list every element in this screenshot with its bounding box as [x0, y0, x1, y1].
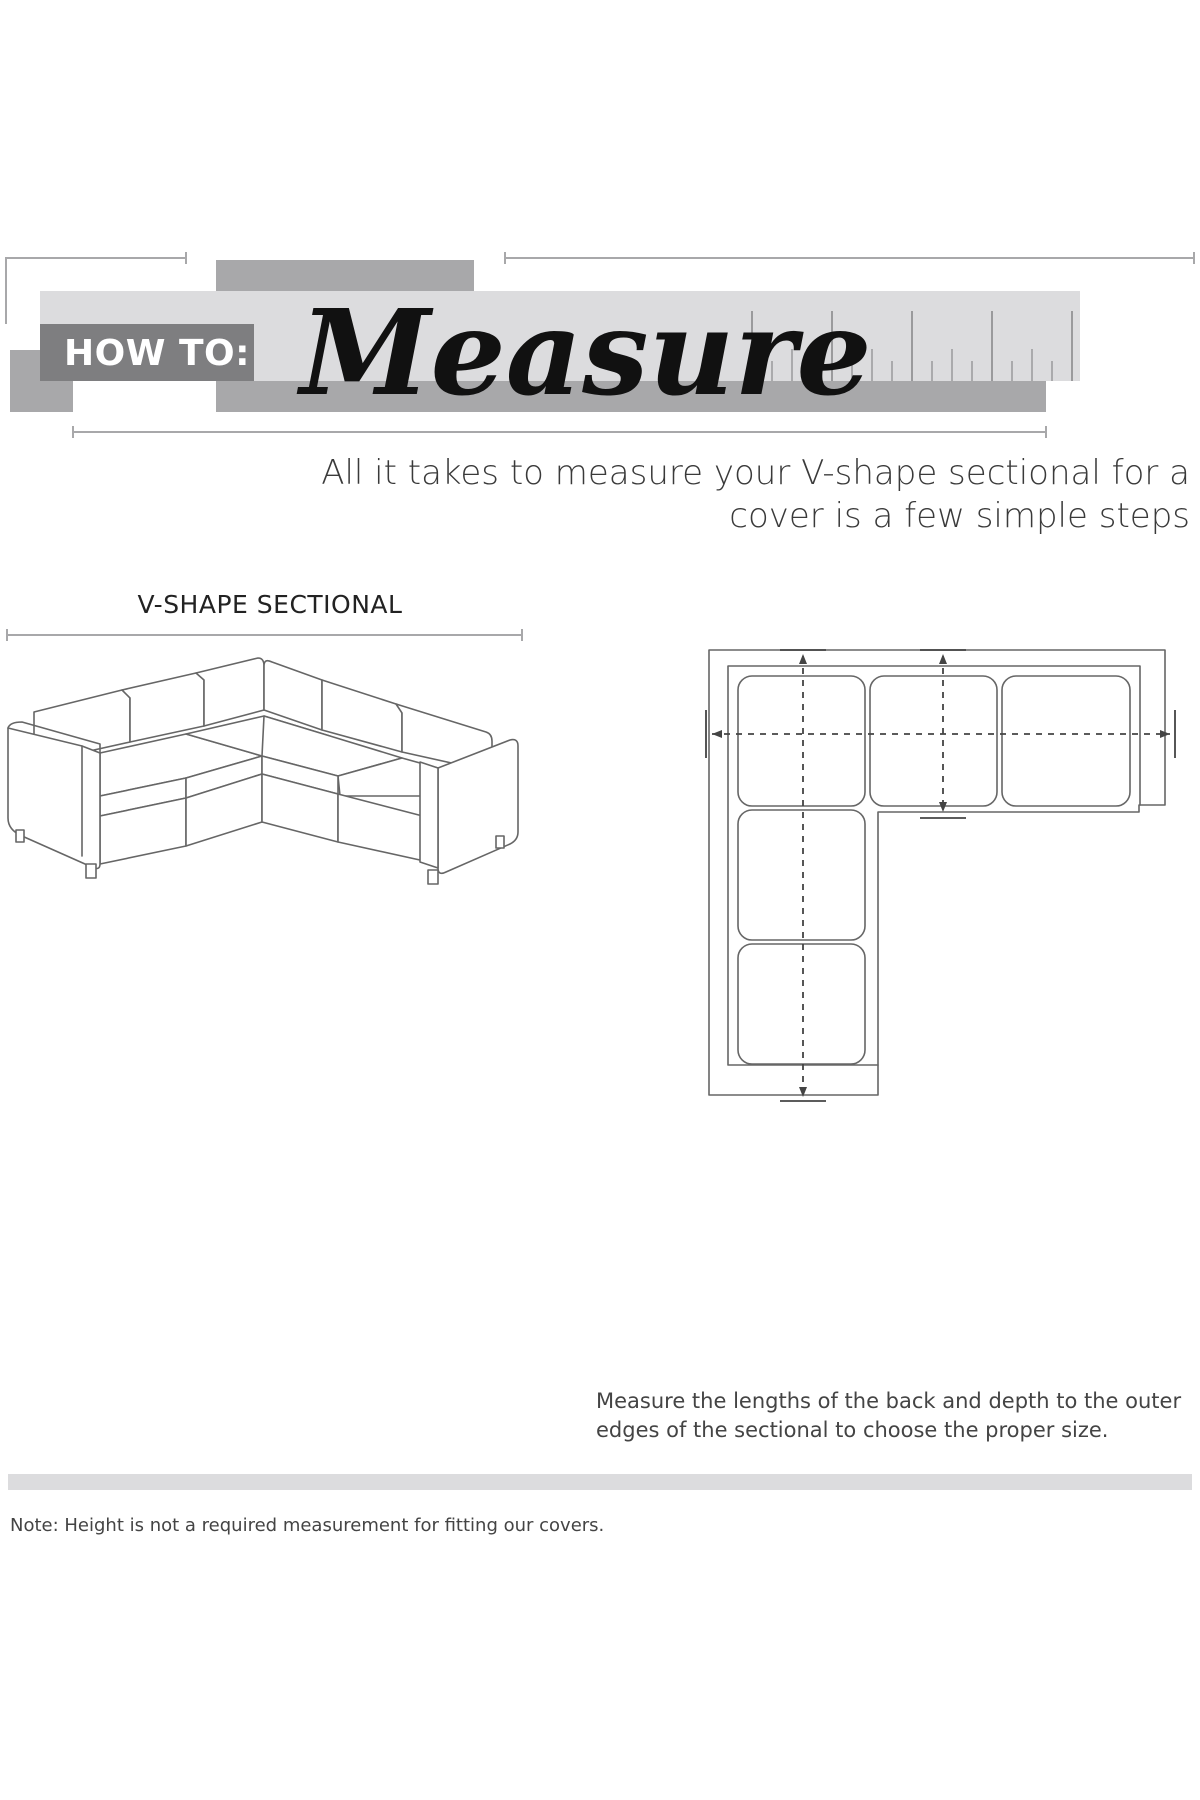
intro-line-1: All it takes to measure your V-shape sectional for a [321, 453, 1190, 493]
top-view-cushion-5 [738, 944, 865, 1064]
sofa-top-view-diagram [600, 640, 1190, 1110]
sofa-back-cushion-3 [196, 658, 264, 726]
sofa-perspective-illustration [0, 650, 540, 890]
top-view-cushion-3 [1002, 676, 1130, 806]
sofa-right-arm-front [420, 762, 438, 868]
top-view-cushion-2 [870, 676, 997, 806]
measure-title: Measure [300, 283, 872, 422]
sofa-left-arm [8, 728, 100, 869]
sofa-back-cushion-2 [122, 673, 204, 742]
note-text: Note: Height is not a required measurement for fitting our covers. [10, 1515, 605, 1536]
instruction-line-1: Measure the lengths of the back and depth to the outer [596, 1389, 1182, 1413]
sectional-label: V-SHAPE SECTIONAL [137, 590, 403, 619]
top-view-cushion-4 [738, 810, 865, 940]
measurement-instruction [596, 1387, 1196, 1445]
intro-line-2: cover is a few simple steps [729, 496, 1190, 536]
sofa-leg-left-front [86, 864, 96, 878]
sofa-leg-left-back [16, 830, 24, 842]
divider-bar [8, 1474, 1192, 1490]
instruction-line-2: edges of the sectional to choose the proper size. [596, 1418, 1109, 1442]
intro-text [290, 452, 1190, 538]
sofa-leg-right-front [428, 870, 438, 884]
sectional-label-rule [0, 625, 530, 645]
sofa-leg-right-back [496, 836, 504, 848]
how-to-measure-banner [0, 250, 1200, 440]
top-view-cushion-1 [738, 676, 865, 806]
how-to-label: HOW TO: [64, 333, 251, 374]
